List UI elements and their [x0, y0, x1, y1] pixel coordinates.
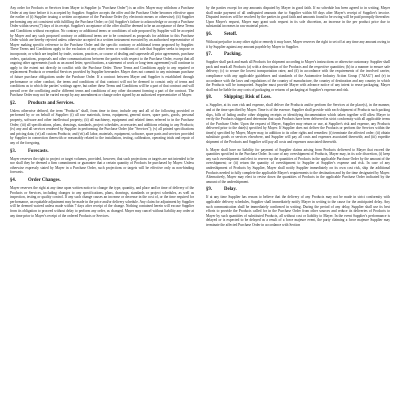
- section-body: Mayer reserves the right to project or target volumes, provided, however, that such projections or targets are not intended to be nor shall they be deemed a firm commitment or guarantee that a certain quantity of Products be purchased by Mayer. Unless otherwise expressly stated by Mayer in a Purchase Order, such projections or targets will be effective only as non-binding forecasts.: [10, 156, 194, 175]
- section-heading: [10, 178, 194, 184]
- section-heading: [206, 52, 390, 58]
- section-body: Mayer reserves the right at any time upon written notice to change the type, quantity, and place and/or time of delivery of the Products or Services, including changes to any specifications, plans, drawings, standards or project schedules, as well as inspection, testing or quality control. If any such change causes an increase or decrease in the cost of, or the time required for performance, an equitable adjustment may be made in the price and/or delivery schedule. Any claim for adjustment by Supplier will be deemed waived unless made within 7 days after receipt of the change. Nothing contained herein will excuse Supplier from its obligation to proceed without delay to perform any order, as changed. Mayer may cancel without liability any order at any time prior to Mayer's receipt of the ordered Products or Services.: [10, 186, 194, 218]
- section-title: Shipping; Risk of Loss.: [224, 95, 272, 101]
- section-title: Products and Services.: [28, 100, 75, 106]
- section-body: If at any time Supplier has reason to believe that the delivery of any Products may not be made in strict conformity with applicable delivery schedules, Supplier shall immediately notify Mayer in writing to the cause for the anticipated delay. Any such communication shall be immediately confirmed in writing. During the period of any delay, Supplier shall use its best efforts to provide the Products called for in the Purchase Order from other sources and reduce its deliveries of Products to Mayer by such quantities of substituted Products, all without cost or liability to Mayer. In the event Supplier's performance is delayed or is expected to be delayed as a result of a force majeure event, the party claiming a force majeure Supplier may terminate the affected Purchase Order in accordance with Section: [206, 195, 390, 227]
- section-title: Forecasts.: [28, 148, 49, 154]
- section-body: Supplier shall pack and mark all Products for shipment according to Mayer's instructions or otherwise customary. Supplier shall pack and mark all Products (a) with a description of the Products and the respective quantities; (b) in a manner to ensure safe delivery; (c) to secure the lowest transportation rates; and (d) in accordance with the requirements of the involved carrier, compliance with any applicable guidelines and standards of the Automotive Industry Action Group ("AIAG") and (e) in accordance with the laws and regulations of the country of manufacture, the country of destination and any country in which the Products will be transported. Supplier must provide Mayer with advance notice of any intent to reuse packaging. Mayer shall not be liable for any costs of packaging or returns of packaging at Supplier's expense and risk.: [206, 60, 390, 92]
- section-heading: [206, 95, 390, 101]
- intro-paragraph: Any order for Products or Services from Mayer to Supplier (a "Purchase Order") is an offer. Mayer may withdraw a Purchase Order at any time before it is accepted by Supplier. Supplier accepts the offer and the Purchase Order becomes effective upon the earlier of (i) Supplier issuing a written acceptance of the Purchase Order (by electronic means or otherwise); (ii) Supplier performing any act consistent with fulfilling the Purchase Order; or (iii) Supplier's failure to acknowledge or accept a Purchase Order within seven (7) days of its receipt. Supplier's acceptance of the offer shall be deemed to be an acceptance of these Terms and Conditions without exception. No contrary or additional terms or conditions of sale proposed by Supplier will be accepted by Mayer and any such proposed contrary or additional terms are to be construed as proposals for addition to this Purchase Order which are hereby rejected unless otherwise accepted in a written instrument executed by an authorized representative of Mayer making specific reference to the Purchase Order and the specific contrary or additional terms proposed by Supplier. These Terms and Conditions apply to the exclusion of any other terms or conditions of sale that Supplier seeks to impose or incorporate, or which are implied by trade, custom, practices, or course of dealing and supersede all prior agreements, purchase orders, quotations, proposals and other communications between the parties with respect to the Purchase Order, except that all ongoing other agreements (such as an award letter, specifications, a statement of work or long-term agreement) will continue to apply to the extent not directly in conflict with the Purchase Order. These Terms and Conditions apply to any repaired or replacement Products or remedial Services provided by Supplier hereunder. Mayer does not commit to any minimum purchase of future purchase obligations under the Purchase Order. If a contract between Mayer and Supplier is established through performance or other conduct, the terms and conditions of that contract will not be deemed to consist only of terms and conditions as to which the parties' writings agree, but rather these Terms and Conditions will be a part of that contract and will prevail over the conflicting and/or different terms and conditions of any other document forming a part of the contract. The Purchase Order may not be varied except by any amendment or change order signed by an authorized representative of Mayer.: [10, 6, 194, 98]
- section-number: §2.: [10, 100, 16, 106]
- section-number: §7.: [206, 52, 212, 58]
- section-body: Without prejudice to any other right or remedy it may have, Mayer reserves the right to set off at any time any amount owing to it by Supplier against any amount payable by Mayer to Supplier.: [206, 39, 390, 49]
- continued-paragraph: by the parties except for any amounts disputed by Mayer in good faith. If no schedule has been agreed to in writing, Mayer shall make payment of all undisputed amounts due to Supplier within 60 days after Mayer's receipt of Supplier's invoice. Disputed invoices will be resolved by the parties in good faith and amounts found to be owing will be paid promptly thereafter. Upon Mayer's request, Mayer may grant such request in its sole discretion, an increase in the per product price due to substantial increases in raw material prices.: [206, 6, 390, 29]
- section-heading: [10, 149, 194, 155]
- left-column: [10, 6, 194, 400]
- section-title: Delay.: [224, 187, 237, 193]
- section-title: Order Changes.: [28, 178, 61, 183]
- right-column: [206, 6, 390, 400]
- section-number: §8.: [206, 95, 212, 101]
- section-heading: [206, 187, 390, 193]
- section-heading: [10, 101, 194, 107]
- section-number: §4.: [10, 178, 16, 183]
- section-body: Unless otherwise defined, the term "Products" shall, from time to time, include any and all of the following provided or performed by or on behalf of Supplier: (i) all raw materials, items, equipment, general stores, spare parts, goods, personal property, software and other intellectual property; (ii) all machinery, equipment and related items referred to in the Purchase Order; (iii) all specifications, plans, drawings, standards, project schedules, accessories and additions relating to any Products; (iv) any and all services rendered by Supplier in performing the Purchase Order (the "Services"); (v) all printed specifications and pricing data; (vi) all custom Products; and (vii) all labor, materials, equipment, software, spare parts and services provided by Supplier in connection therewith or reasonably related to the installation, testing, calibration, operating trials and repair of any of the foregoing.: [10, 108, 194, 146]
- section-number: §6.: [206, 31, 212, 37]
- section-title: Setoff.: [224, 31, 238, 37]
- section-heading: [206, 32, 390, 38]
- section-body: b. Mayer shall have no liability for payment of Supplier claims arising from Products delivered to Mayer that exceed the quantities specified in the Purchase Order. In case of any overshipment of Products, Mayer may, in its sole discretion, (i) keep any such overshipment and elect to reserve up the quantities of Products in the applicable Purchase Order by the amount of the overshipment; or (ii) return the quantity of overshipment to Supplier at Supplier's expense and risk. In case of any undershipment of Products by Supplier, Mayer shall notify Supplier immediately on its own cost risk, ship the additional Products needed to fully complete the applicable Mayer's requirements to the destination and by the time designated by Mayer. Alternatively, Mayer may elect to revise down the quantities of Products in the applicable Purchase Order indicated by the amount of the undershipment.: [206, 147, 390, 184]
- section-number: §3.: [10, 148, 16, 154]
- section-number: §9.: [206, 187, 212, 193]
- section-title: Packing.: [224, 52, 242, 58]
- section-body: a. Supplier, at its own risk and expense, shall deliver the Products and/or perform the Services at the place(s), in the manner, and at the time specified by Mayer. Time is of the essence. Supplier shall provide with each shipment of Products such packing slips, bills of lading and/or other shipping receipts or identifying documentation which taken together will allow Mayer to verify the Products shipped and determine that such Products have been delivered in strict conformity with all applicable terms of the Purchase Order. Upon the request of Mayer, Supplier may return or use, at Supplier's risk and expense, any Products delivered prior to the date(s) specified by Mayer. If Supplier does not deliver the Products or perform the Services within the time(s) specified by Mayer, Mayer may, in addition to its other rights and remedies: (i) terminate the affected order; (ii) obtain substitute goods or services elsewhere, and Supplier will pay all costs and expenses associated therewith; and (iii) expedite shipment of the Products and Supplier will pay all costs and expenses associated therewith.: [206, 103, 390, 145]
